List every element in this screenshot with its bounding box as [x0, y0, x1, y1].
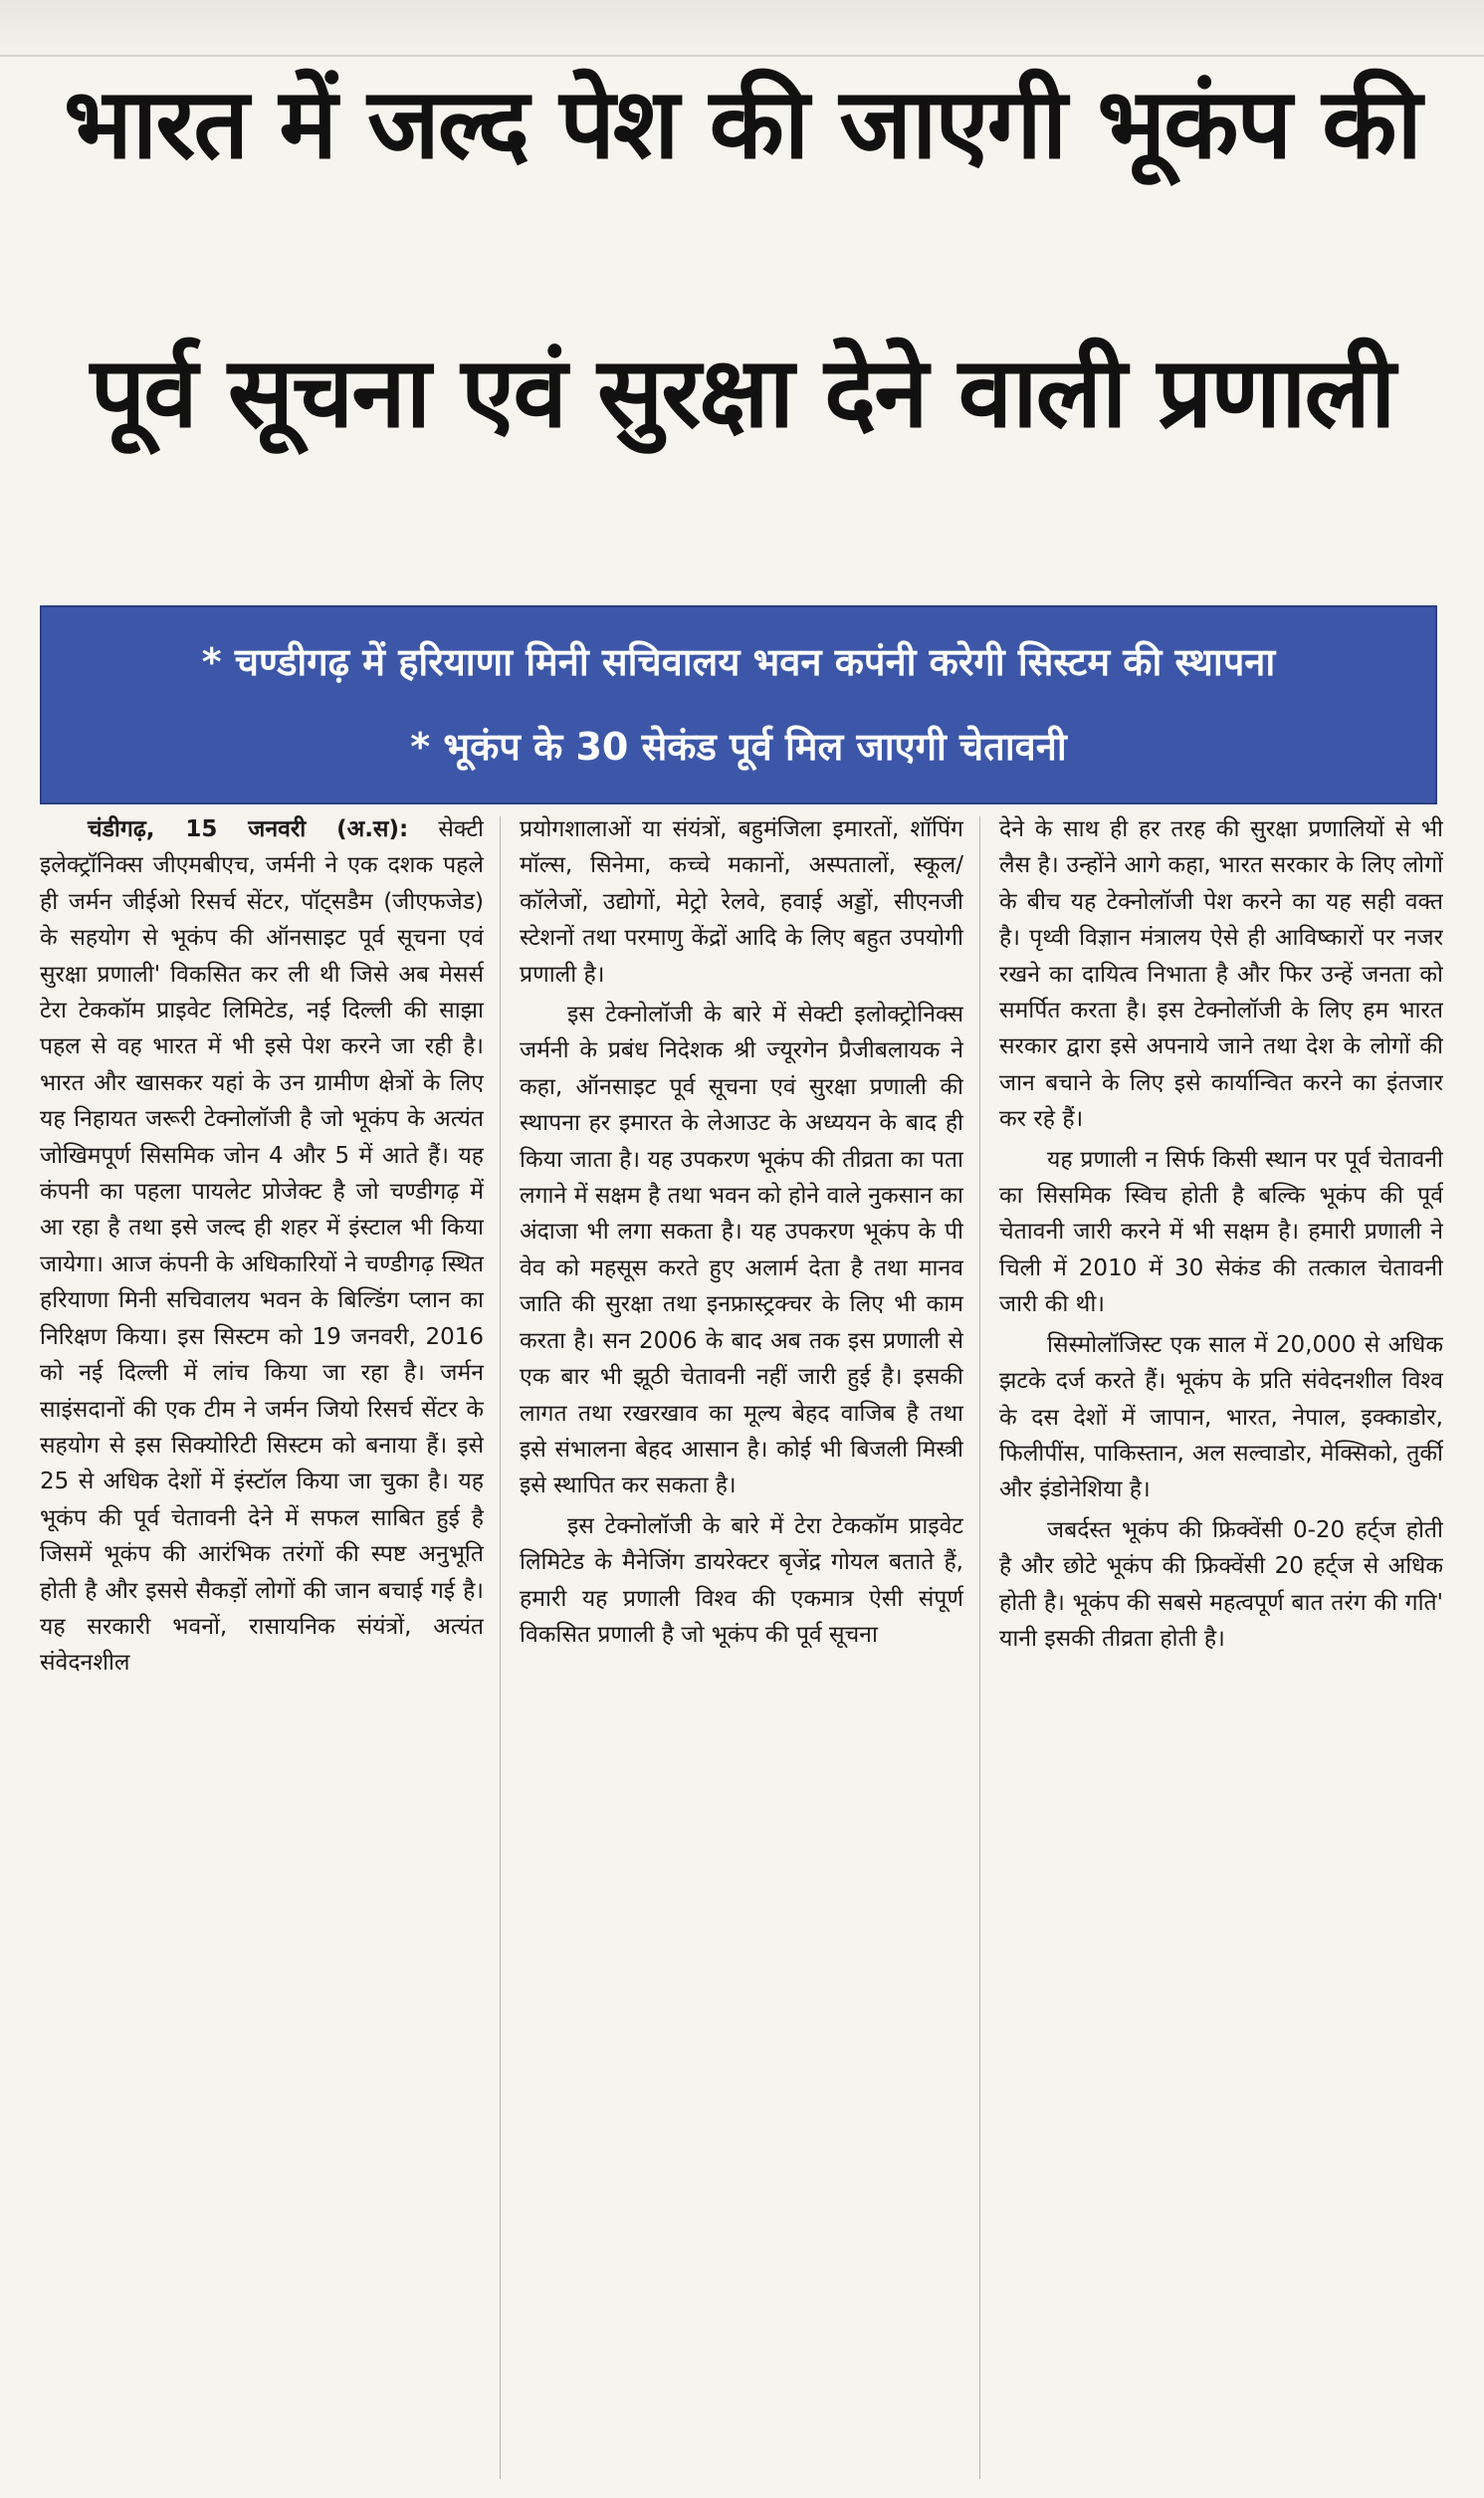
column-divider	[500, 816, 501, 2479]
body-paragraph: यह प्रणाली न सिर्फ किसी स्थान पर पूर्व चेतावनी का सिसमिक स्विच होती है बल्कि भूकंप की पूर्व चेतावनी जारी करने में भी सक्षम है। हमारी प्रणाली ने चिली में 2010 में 30 सेकंड की तत्काल चेतावनी जारी की थी।	[999, 1146, 1443, 1318]
headline-line-2: पूर्व सूचना एवं सुरक्षा देने वाली प्रणाली	[90, 337, 1394, 450]
article-column-3	[999, 811, 1443, 2484]
previous-page-strip	[0, 0, 1484, 57]
body-paragraph: सिस्मोलॉजिस्ट एक साल में 20,000 से अधिक झटके दर्ज करते हैं। भूकंप के प्रति संवेदनशील विश्व के दस देशों में जापान, भारत, नेपाल, इक्काडोर, फिलीपींस, पाकिस्तान, अल सल्वाडोर, मेक्सिको, तुर्की और इंडोनेशिया है।	[999, 1331, 1443, 1503]
headline-line-1: भारत में जल्द पेश की जाएगी भूकंप की	[64, 68, 1420, 181]
article-column-1	[40, 811, 484, 2484]
body-paragraph: इस टेक्नोलॉजी के बारे में सेक्टी इलोक्ट्रोनिक्स जर्मनी के प्रबंध निदेशक श्री ज्यूरगेन प्रैजीबलायक ने कहा, ऑनसाइट पूर्व सूचना एवं सुरक्षा प्रणाली की स्थापना हर इमारत के लेआउट के अध्ययन के बाद ही किया जाता है। यह उपकरण भूकंप की तीव्रता का पता लगाने में सक्षम है तथा भवन को होने वाले नुकसान का अंदाजा भी लगा सकता है। यह उपकरण भूकंप के पी वेव को महसूस करते हुए अलार्म देता है तथा मानव जाति की सुरक्षा तथा इनफ्रास्ट्रक्चर के लिए भी काम करता है। सन 2006 के बाद अब तक इस प्रणाली से एक बार भी झूठी चेतावनी नहीं जारी हुई है। इसकी लागत तथा रखरखाव का मूल्य बेहद वाजिब है तथा इसे संभालना बेहद आसान है। कोई भी बिजली मिस्त्री इसे स्थापित कर सकता है।	[520, 1002, 963, 1499]
column-divider	[979, 816, 980, 2479]
body-paragraph: जबर्दस्त भूकंप की फ्रिक्वेंसी 0-20 हर्ट्ज होती है और छोटे भूकंप की फ्रिक्वेंसी 20 हर्ट्ज से अधिक होती है। भूकंप की सबसे महत्वपूर्ण बात तरंग की गति' यानी इसकी तीव्रता होती है।	[999, 1516, 1443, 1652]
body-text: सेक्टी इलेक्ट्रॉनिक्स जीएमबीएच, जर्मनी ने एक दशक पहले ही जर्मन जीईओ रिसर्च सेंटर, पॉट्सडैम (जीएफजेड) के सहयोग से भूकंप की ऑनसाइट पूर्व सूचना एवं सुरक्षा प्रणाली' विकसित कर ली थी जिसे अब मेसर्स टेरा टेककॉम प्राइवेट लिमिटेड, नई दिल्ली की साझा पहल से वह भारत में भी इसे पेश करने जा रही है। भारत और खासकर यहां के उन ग्रामीण क्षेत्रों के लिए यह निहायत जरूरी टेक्नोलॉजी है जो भूकंप के अत्यंत जोखिमपूर्ण सिसमिक जोन 4 और 5 में आते हैं। यह कंपनी का पहला पायलेट प्रोजेक्ट है जो चण्डीगढ़ में आ रहा है तथा इसे जल्द ही शहर में इंस्टाल भी किया जायेगा। आज कंपनी के अधिकारियों ने चण्डीगढ़ स्थित हरियाणा मिनी सचिवालय भवन के बिल्डिंग प्लान का निरिक्षण किया। इस सिस्टम को 19 जनवरी, 2016 को नई दिल्ली में लांच किया जा रहा है। जर्मन साइंसदानों की एक टीम ने जर्मन जियो रिसर्च सेंटर के सहयोग से इस सिक्योरिटी सिस्टम को बनाया हैं। इसे 25 से अधिक देशों में इंस्टॉल किया जा चुका है। यह भूकंप की पूर्व चेतावनी देने में सफल साबित हुई है जिसमें भूकंप की आरंभिक तरंगों की स्पष्ट अनुभूति होती है और इससे सैकड़ों लोगों की जान बचाई गई है। यह सरकारी भवनों, रासायनिक संयंत्रों, अत्यंत संवेदनशील	[40, 816, 484, 1677]
highlight-point-1: * चण्डीगढ़ में हरियाणा मिनी सचिवालय भवन कपंनी करेगी सिस्टम की स्थापना	[201, 640, 1276, 684]
highlight-banner	[40, 605, 1437, 804]
body-paragraph: प्रयोगशालाओं या संयंत्रों, बहुमंजिला इमारतों, शॉपिंग मॉल्स, सिनेमा, कच्चे मकानों, अस्पतालों, स्कूल/कॉलेजों, उद्योगों, मेट्रो रेलवे, हवाई अड्डों, सीएनजी स्टेशनों तथा परमाणु केंद्रों आदि के लिए बहुत उपयोगी प्रणाली है।	[520, 816, 963, 988]
highlight-point-2: * भूकंप के 30 सेकंड पूर्व मिल जाएगी चेतावनी	[410, 725, 1067, 769]
body-paragraph: इस टेक्नोलॉजी के बारे में टेरा टेककॉम प्राइवेट लिमिटेड के मैनेजिंग डायरेक्टर बृजेंद्र गोयल बताते हैं, हमारी यह प्रणाली विश्व की एकमात्र ऐसी संपूर्ण विकसित प्रणाली है जो भूकंप की पूर्व सूचना	[520, 1512, 963, 1648]
body-paragraph: देने के साथ ही हर तरह की सुरक्षा प्रणालियों से भी लैस है। उन्होंने आगे कहा, भारत सरकार के लिए लोगों के बीच यह टेक्नोलॉजी पेश करने का यह सही वक्त है। पृथ्वी विज्ञान मंत्रालय ऐसे ही आविष्कारों पर नजर रखने का दायित्व निभाता है और फिर उन्हें जनता को समर्पित करता है। इस टेक्नोलॉजी के लिए हम भारत सरकार द्वारा इसे अपनाये जाने तथा देश के लोगों की जान बचाने के लिए इसे कार्यान्वित करने का इंतजार कर रहे हैं।	[999, 816, 1443, 1133]
dateline: चंडीगढ़, 15 जनवरी (अ.स):	[88, 816, 409, 842]
article-column-2	[520, 811, 963, 2484]
dateline-paragraph	[40, 811, 484, 1682]
